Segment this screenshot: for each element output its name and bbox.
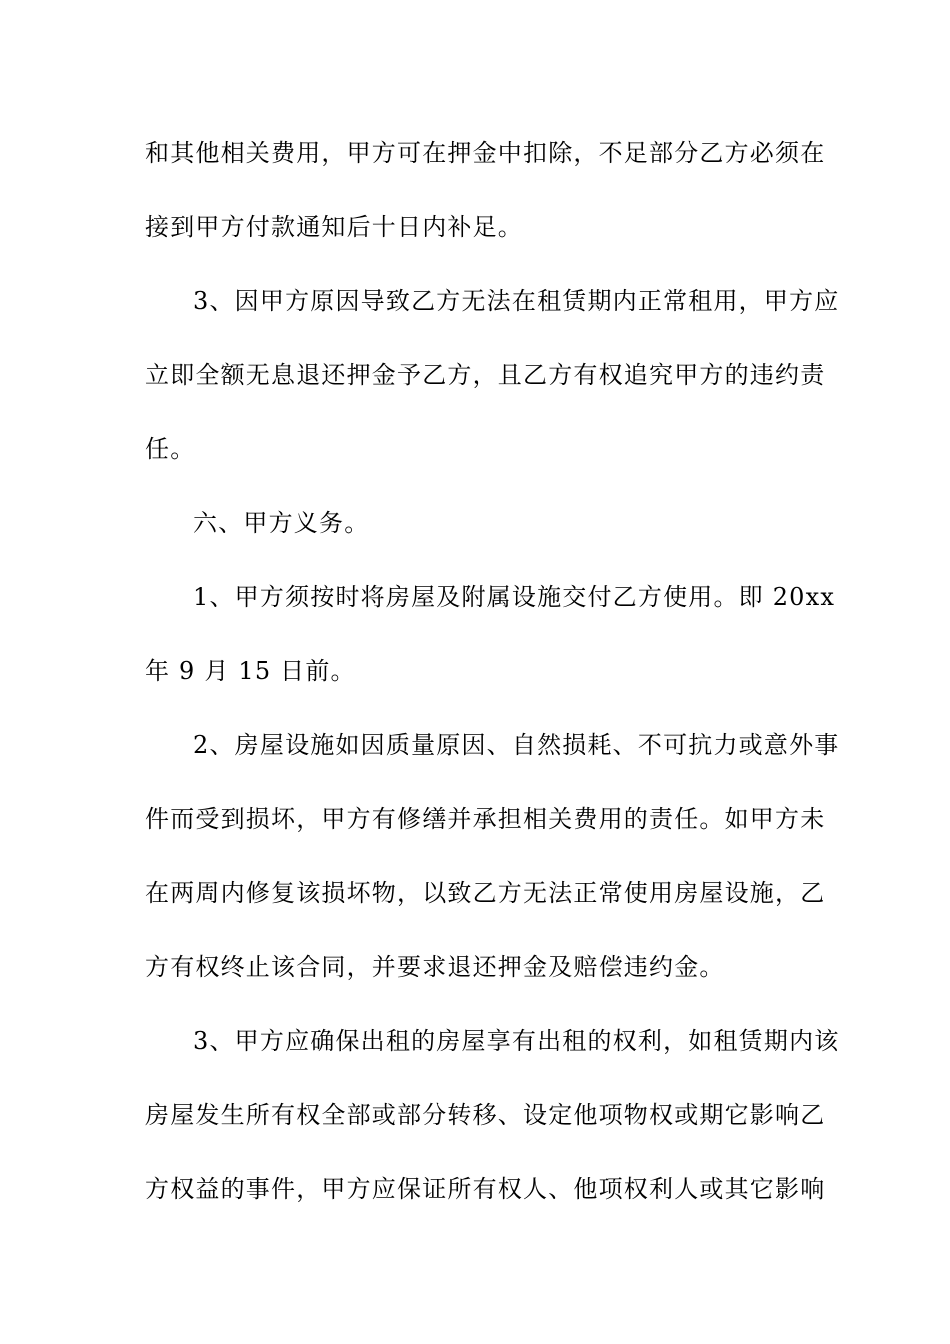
- text-line: 3、因甲方原因导致乙方无法在租赁期内正常租用，甲方应: [193, 287, 840, 315]
- text-line: 接到甲方付款通知后十日内补足。: [145, 213, 523, 241]
- text-line: 年 9 月 15 日前。: [145, 657, 356, 685]
- text-line: 1、甲方须按时将房屋及附属设施交付乙方使用。即 20xx: [193, 583, 836, 611]
- text-line: 立即全额无息退还押金予乙方，且乙方有权追究甲方的违约责: [145, 361, 826, 389]
- text-line: 在两周内修复该损坏物，以致乙方无法正常使用房屋设施，乙: [145, 879, 826, 907]
- text-line: 件而受到损坏，甲方有修缮并承担相关费用的责任。如甲方未: [145, 805, 826, 833]
- text-line: 任。: [145, 435, 196, 463]
- text-line: 和其他相关费用，甲方可在押金中扣除，不足部分乙方必须在: [145, 139, 826, 167]
- section-heading: 六、甲方义务。: [193, 509, 370, 537]
- text-line: 房屋发生所有权全部或部分转移、设定他项物权或期它影响乙: [145, 1101, 826, 1129]
- text-line: 方权益的事件，甲方应保证所有权人、他项权利人或其它影响: [145, 1175, 826, 1203]
- text-line: 3、甲方应确保出租的房屋享有出租的权利，如租赁期内该: [193, 1027, 840, 1055]
- text-line: 2、房屋设施如因质量原因、自然损耗、不可抗力或意外事: [193, 731, 840, 759]
- text-line: 方有权终止该合同，并要求退还押金及赔偿违约金。: [145, 953, 725, 981]
